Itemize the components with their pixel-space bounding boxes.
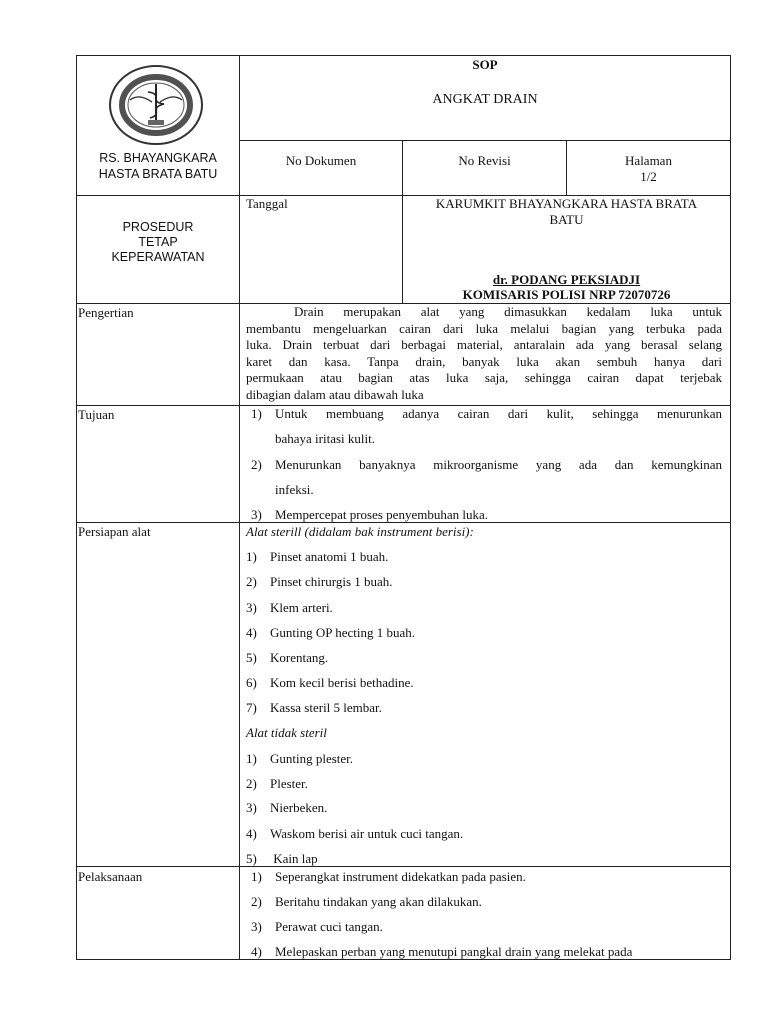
pengertian-line: karet dan kasa. Tanpa drain, banyak luka akan sembuh hanya dari [246,354,722,369]
list-item [246,574,393,590]
halaman-label: Halaman [625,153,672,168]
list-item [251,894,482,910]
pelaksanaan-label: Pelaksanaan [78,869,143,884]
list-item-num: 3) [246,600,257,615]
list-item-num: 2) [251,894,262,909]
pengertian-line: permukaan atau bagian atas luka saja, sehingga cairan dapat terjebak [246,370,722,385]
tujuan-item-text: bahaya iritasi kulit. [275,431,376,446]
list-item [246,826,463,842]
list-item [246,549,388,565]
list-item-num: 1) [246,751,257,766]
no-revisi-label: No Revisi [458,153,511,168]
list-item-num: 4) [251,944,262,959]
tujuan-item-text: infeksi. [275,482,314,497]
halaman-value: 1/2 [640,169,657,184]
prosedur-line3: KEPERAWATAN [111,250,205,264]
list-item-text: Perawat cuci tangan. [275,919,383,934]
list-item-text: Korentang. [270,650,329,665]
pengertian-line: membantu mengeluarkan cairan dari luka melalui bagian yang terbuka pada [246,321,722,336]
tujuan-item-num: 2) [251,457,262,472]
tujuan-item-num: 3) [251,507,262,522]
list-item-num: 3) [251,919,262,934]
alat-tidak-steril-heading: Alat tidak steril [246,725,327,740]
row-divider [239,140,731,141]
list-item [251,919,383,935]
tujuan-item-text: Untuk membuang adanya cairan dari kulit, sehingga menurunkan [275,406,722,421]
prosedur-line1: PROSEDUR [122,220,194,234]
pengertian-line: Drain merupakan alat yang dimasukkan kedalam luka untuk [294,304,722,319]
tanggal-label: Tanggal [246,196,288,211]
list-item-text: Gunting plester. [270,751,354,766]
list-item [246,751,353,767]
tujuan-item-num: 1) [251,406,262,421]
sop-label: SOP [472,57,498,72]
list-item [246,851,318,867]
tujuan-item-text: Menurunkan banyaknya mikroorganisme yang ada dan kemungkinan [275,457,722,472]
list-item-num: 2) [246,574,257,589]
page-title: ANGKAT DRAIN [432,92,538,107]
list-item-text: Klem arteri. [270,600,333,615]
authority-line1: KARUMKIT BHAYANGKARA HASTA BRATA [435,196,698,211]
alat-steril-heading: Alat sterill (didalam bak instrument berisi): [246,524,474,539]
list-item-text: Gunting OP hecting 1 buah. [270,625,416,640]
list-item-text: Kom kecil berisi bethadine. [270,675,414,690]
list-item-num: 2) [246,776,257,791]
tujuan-item-text: Mempercepat proses penyembuhan luka. [275,507,488,522]
list-item-text: Waskom berisi air untuk cuci tangan. [270,826,464,841]
list-item-text: Melepaskan perban yang menutupi pangkal drain yang melekat pada [275,944,633,959]
list-item [251,869,526,885]
list-item-num: 1) [251,869,262,884]
list-item [246,625,415,641]
list-item-num: 5) [246,851,257,866]
list-item-num: 6) [246,675,257,690]
prosedur-line2: TETAP [138,235,178,249]
list-item [246,650,328,666]
list-item-num: 3) [246,800,257,815]
signer-rank: KOMISARIS POLISI NRP 72070726 [462,287,671,302]
pengertian-line: luka. Drain terbuat dari berbagai material, antaralain ada yang berasal selang [246,337,722,352]
list-item [246,800,327,816]
list-item-text: Beritahu tindakan yang akan dilakukan. [275,894,482,909]
list-item-num: 1) [246,549,257,564]
hospital-name-line2: HASTA BRATA BATU [98,167,218,181]
hospital-name-line1: RS. BHAYANGKARA [99,151,217,165]
no-dokumen-label: No Dokumen [285,153,357,168]
pengertian-line: dibagian dalam atau dibawah luka [246,387,424,402]
authority-line2: BATU [549,212,584,227]
signer-name: dr. PODANG PEKSIADJI [492,272,641,287]
list-item-text: Kain lap [270,851,318,866]
list-item [246,600,333,616]
list-item-text: Pinset anatomi 1 buah. [270,549,389,564]
list-item-num: 7) [246,700,257,715]
list-item-num: 5) [246,650,257,665]
list-item-text: Seperangkat instrument didekatkan pada pasien. [275,869,526,884]
left-column-divider [239,55,240,960]
hospital-logo [108,64,204,146]
list-item [251,944,632,960]
row-divider [76,866,731,867]
list-item-text: Kassa steril 5 lembar. [270,700,382,715]
list-item [246,700,382,716]
list-item-num: 4) [246,625,257,640]
list-item [246,776,308,792]
pengertian-label: Pengertian [78,305,134,320]
list-item-num: 4) [246,826,257,841]
tujuan-label: Tujuan [78,407,115,422]
persiapan-label: Persiapan alat [78,524,151,539]
list-item-text: Nierbeken. [270,800,328,815]
list-item-text: Plester. [270,776,308,791]
list-item-text: Pinset chirurgis 1 buah. [270,574,393,589]
list-item [246,675,414,691]
